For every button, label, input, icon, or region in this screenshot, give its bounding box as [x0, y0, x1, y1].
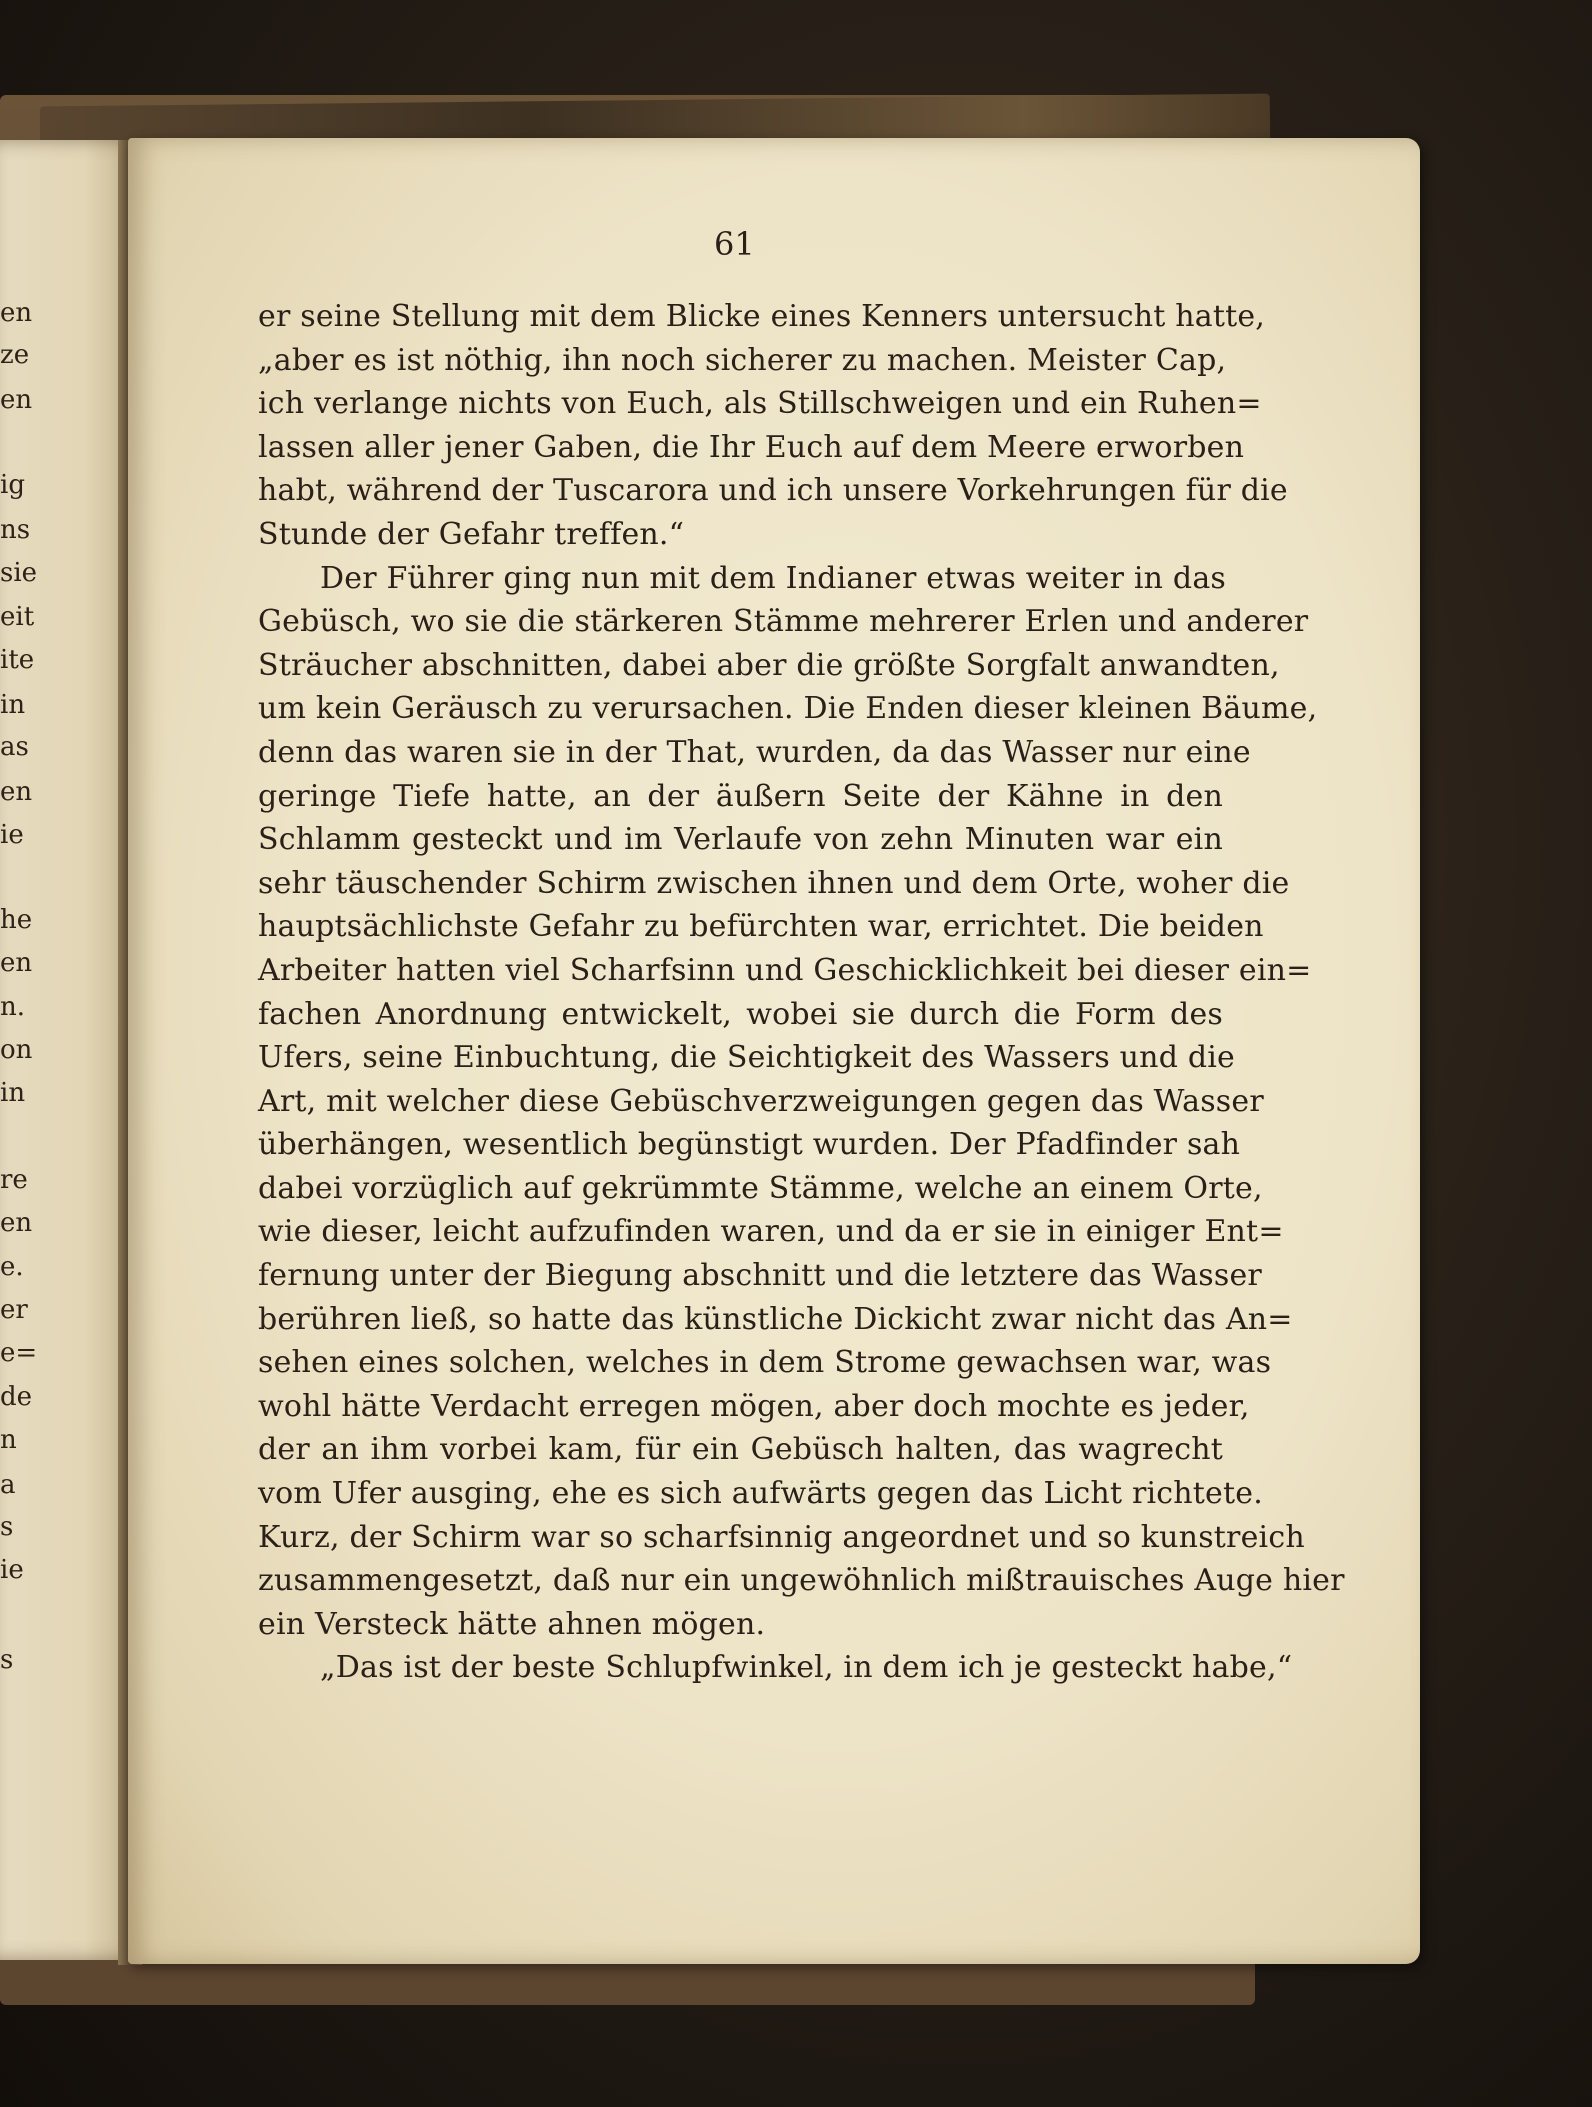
text-line: „Das ist der beste Schlupfwinkel, in dem ich je gesteckt habe,“ [320, 1650, 1293, 1686]
previous-page-text-fragment: ig [0, 470, 25, 500]
previous-page-text-fragment: ze [0, 340, 30, 370]
previous-page-text-fragment: sie [0, 558, 38, 588]
previous-page-text-fragment: en [0, 1208, 33, 1238]
text-line: Arbeiter hatten viel Scharfsinn und Geschicklichkeit bei dieser ein= [258, 952, 1312, 988]
text-line: dabei vorzüglich auf gekrümmte Stämme, welche an einem Orte, [258, 1170, 1263, 1206]
text-line: geringe Tiefe hatte, an der äußern Seite der Kähne in den [258, 778, 1223, 814]
text-line: hauptsächlichste Gefahr zu befürchten war, errichtet. Die beiden [258, 909, 1264, 945]
previous-page-text-fragment: ie [0, 820, 24, 850]
text-line: wohl hätte Verdacht erregen mögen, aber doch mochte es jeder, [258, 1388, 1250, 1424]
previous-page-text-fragment: a [0, 1470, 16, 1500]
text-line: Schlamm gesteckt und im Verlaufe von zehn Minuten war ein [258, 822, 1223, 858]
previous-page-text-fragment: on [0, 1035, 33, 1065]
text-line: Art, mit welcher diese Gebüschverzweigungen gegen das Wasser [258, 1083, 1264, 1119]
text-line: sehen eines solchen, welches in dem Strome gewachsen war, was [258, 1345, 1272, 1381]
previous-page-text-fragment: n. [0, 992, 26, 1022]
previous-page-text-fragment: s [0, 1512, 14, 1542]
previous-page-text-fragment: n [0, 1425, 17, 1455]
text-line: Kurz, der Schirm war so scharfsinnig angeordnet und so kunstreich [258, 1519, 1305, 1555]
previous-page-text-fragment: eit [0, 602, 35, 632]
text-line: denn das waren sie in der That, wurden, da das Wasser nur eine [258, 734, 1251, 770]
previous-page-text-fragment: e. [0, 1252, 24, 1282]
text-line: Stunde der Gefahr treffen.“ [258, 516, 685, 552]
previous-page-text-fragment: en [0, 777, 33, 807]
text-line: „aber es ist nöthig, ihn noch sicherer zu machen. Meister Cap, [258, 342, 1227, 378]
page-number-text: 61 [714, 225, 755, 263]
text-line: der an ihm vorbei kam, für ein Gebüsch halten, das wagrecht [258, 1432, 1223, 1468]
page-text-body [258, 295, 1345, 1690]
previous-page-text-fragment: en [0, 298, 33, 328]
text-line: er seine Stellung mit dem Blicke eines Kenners untersucht hatte, [258, 299, 1266, 334]
previous-page-text-fragment: as [0, 732, 29, 762]
text-line: fachen Anordnung entwickelt, wobei sie durch die Form des [258, 996, 1223, 1032]
text-line: um kein Geräusch zu verursachen. Die Enden dieser kleinen Bäume, [258, 691, 1318, 727]
text-line: zusammengesetzt, daß nur ein ungewöhnlich mißtrauisches Auge hier [258, 1563, 1345, 1599]
text-line: habt, während der Tuscarora und ich unsere Vorkehrungen für die [258, 473, 1288, 509]
previous-page-text-fragment: en [0, 385, 33, 415]
text-line: fernung unter der Biegung abschnitt und die letztere das Wasser [258, 1258, 1262, 1294]
text-line: lassen aller jener Gaben, die Ihr Euch auf dem Meere erworben [258, 429, 1245, 465]
previous-page-text-fragment: he [0, 905, 33, 935]
previous-page-text-fragment: re [0, 1165, 28, 1195]
previous-page-text-fragment: ite [0, 645, 35, 675]
previous-page-text-fragment: ns [0, 515, 31, 545]
text-line: Der Führer ging nun mit dem Indianer etwas weiter in das [320, 560, 1227, 596]
text-line: vom Ufer ausging, ehe es sich aufwärts gegen das Licht richtete. [258, 1476, 1263, 1512]
previous-page-text-fragment: en [0, 948, 33, 978]
previous-page-text-fragment: in [0, 690, 26, 720]
text-line: überhängen, wesentlich begünstigt wurden. Der Pfadfinder sah [258, 1127, 1241, 1163]
text-line: Ufers, seine Einbuchtung, die Seichtigkeit des Wassers und die [258, 1040, 1235, 1076]
text-line: ein Versteck hätte ahnen mögen. [258, 1606, 766, 1642]
text-line: sehr täuschender Schirm zwischen ihnen und dem Orte, woher die [258, 865, 1290, 901]
previous-page-text-fragment: de [0, 1382, 33, 1412]
text-line: ich verlange nichts von Euch, als Stillschweigen und ein Ruhen= [258, 386, 1262, 422]
text-line: berühren ließ, so hatte das künstliche Dickicht zwar nicht das An= [258, 1301, 1293, 1337]
text-line: Sträucher abschnitten, dabei aber die größte Sorgfalt anwandten, [258, 647, 1280, 683]
previous-page-text-fragment: ie [0, 1555, 24, 1585]
text-line: wie dieser, leicht aufzufinden waren, und da er sie in einiger Ent= [258, 1214, 1284, 1250]
previous-page-text-fragment: s [0, 1645, 14, 1675]
previous-page-text-fragment: in [0, 1078, 26, 1108]
previous-page-text-fragment: er [0, 1295, 28, 1325]
previous-page-text-fragment: e= [0, 1338, 38, 1368]
text-line: Gebüsch, wo sie die stärkeren Stämme mehrerer Erlen und anderer [258, 604, 1309, 640]
